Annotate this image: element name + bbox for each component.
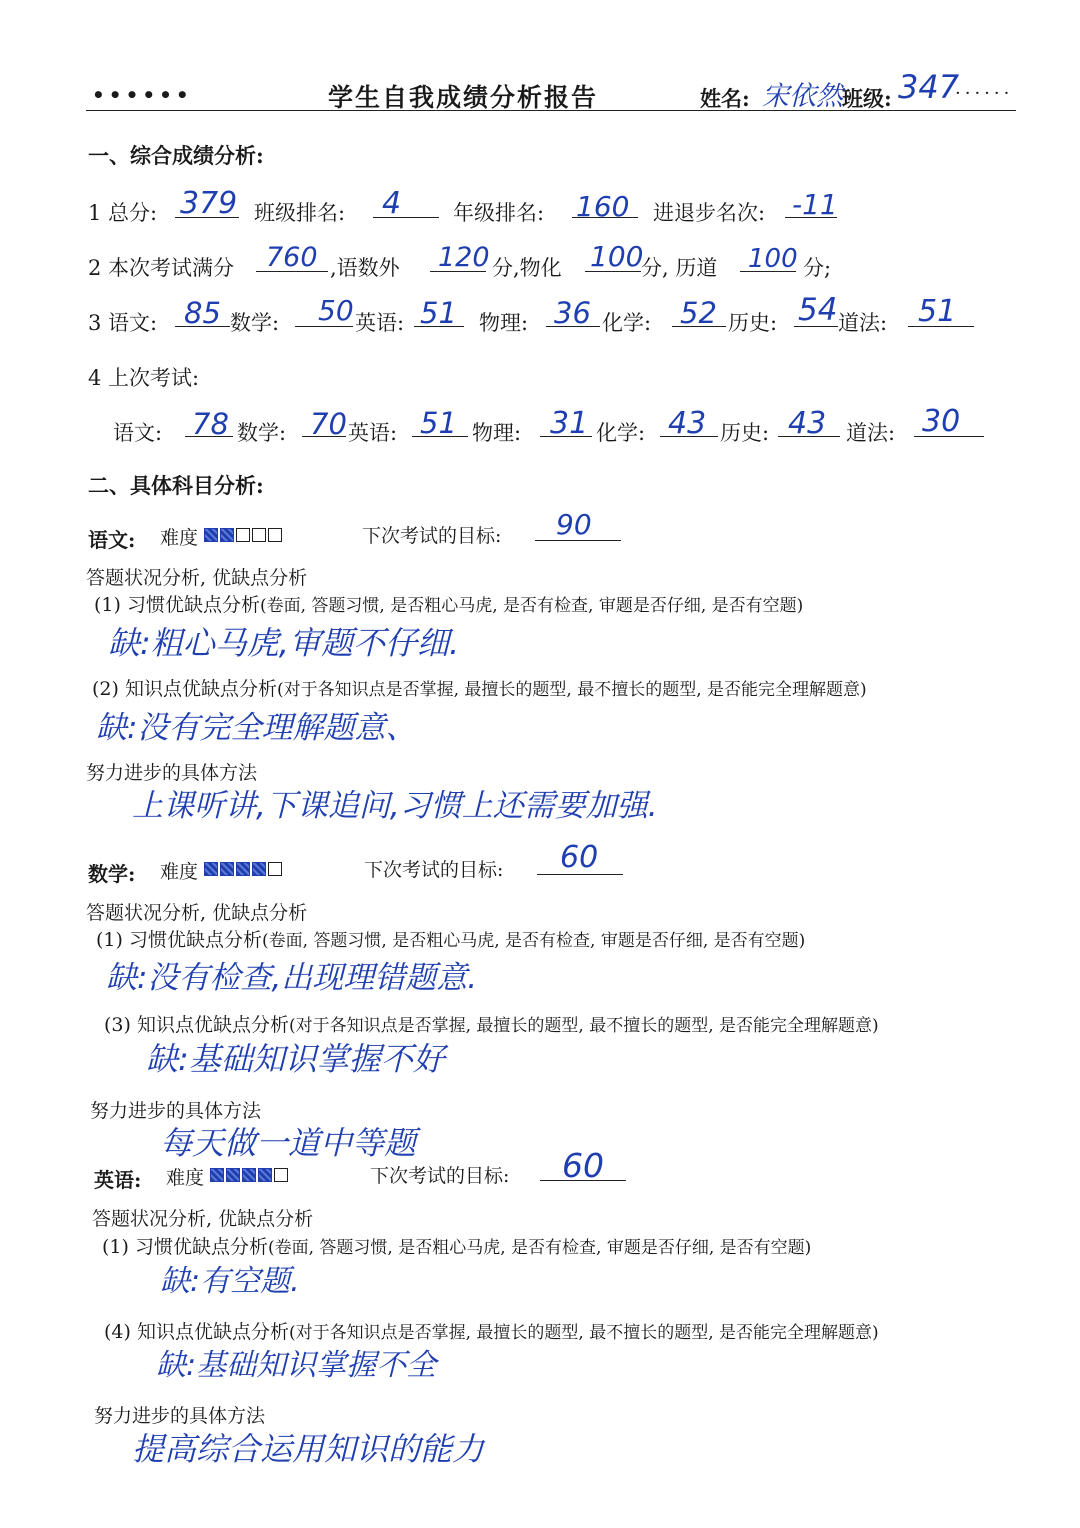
target-label: 下次考试的目标:: [364, 859, 504, 881]
total-value: 379: [180, 186, 238, 221]
class-label: 班级:: [842, 86, 892, 111]
knowledge-label-text: (3) 知识点优缺点分析: [104, 1014, 289, 1036]
difficulty-box-filled: [236, 862, 250, 876]
history-score: 54: [798, 292, 838, 328]
difficulty-label: 难度: [160, 861, 199, 883]
last-chemistry-label: 化学:: [596, 421, 646, 445]
knowledge-label-text: (2) 知识点优缺点分析: [92, 678, 277, 700]
method-label: 努力进步的具体方法: [86, 762, 258, 784]
wh-label: 分,物化: [492, 256, 562, 280]
knowledge-hint: (对于各知识点是否掌握, 最擅长的题型, 最不擅长的题型, 是否能完全理解题意): [276, 680, 867, 700]
target-label: 下次考试的目标:: [362, 525, 502, 547]
history-label: 历史:: [728, 311, 778, 335]
section2-title: 二、具体科目分析:: [88, 473, 264, 498]
habit-label-text: (1) 习惯优缺点分析: [94, 594, 260, 616]
method-answer-chinese: 上课听讲,下课追问,习惯上还需要加强.: [132, 788, 658, 824]
physics-label: 物理:: [479, 311, 529, 335]
habit-answer-chinese: 缺:粗心马虎,审题不仔细.: [108, 624, 460, 662]
grade-rank-label: 年级排名:: [453, 201, 545, 225]
last-english-label: 英语:: [348, 421, 398, 445]
chinese-label: 3 语文:: [88, 311, 158, 335]
difficulty-box-filled: [220, 862, 234, 876]
habit-label: [102, 1232, 811, 1259]
knowledge-label-text: (4) 知识点优缺点分析: [104, 1321, 289, 1343]
chemistry-score: 52: [680, 296, 717, 330]
difficulty-box-empty: [274, 1168, 288, 1182]
class-value: 347: [898, 68, 960, 106]
last-english-score: 51: [420, 406, 457, 440]
last-history-score: 43: [788, 406, 827, 441]
last-morality-label: 道法:: [846, 421, 896, 445]
difficulty-box-empty: [236, 528, 250, 542]
method-label: 努力进步的具体方法: [94, 1405, 266, 1427]
header-dots-left: ••••••: [92, 83, 193, 107]
subject-name-english: 英语:: [94, 1168, 142, 1192]
header-dots-right: ······: [955, 83, 1014, 104]
habit-hint: (卷面, 答题习惯, 是否粗心马虎, 是否有检查, 审题是否仔细, 是否有空题): [259, 596, 804, 616]
last-math-score: 70: [310, 407, 347, 441]
knowledge-label: [104, 1010, 879, 1037]
math-score: 50: [318, 294, 354, 327]
last-morality-score: 30: [922, 404, 961, 439]
ysw-label: ,语数外: [330, 256, 400, 280]
difficulty-box-filled: [258, 1168, 272, 1182]
physics-score: 36: [554, 296, 591, 330]
difficulty-rating-math: [204, 860, 284, 879]
class-rank-label: 班级排名:: [254, 201, 346, 225]
chemistry-label: 化学:: [602, 311, 652, 335]
difficulty-box-empty: [268, 528, 282, 542]
grade-rank-value: 160: [576, 190, 630, 223]
total-label: 1 总分:: [88, 201, 158, 225]
target-label: 下次考试的目标:: [370, 1165, 510, 1187]
full-score-label: 2 本次考试满分: [88, 256, 235, 280]
difficulty-label: 难度: [166, 1167, 205, 1189]
habit-label: [94, 590, 803, 617]
knowledge-answer-chinese: 缺:没有完全理解题意、: [96, 710, 417, 746]
difficulty-box-filled: [242, 1168, 256, 1182]
habit-label: [96, 925, 805, 952]
last-physics-label: 物理:: [472, 421, 522, 445]
section1-title: 一、综合成绩分析:: [88, 143, 264, 168]
habit-label-text: (1) 习惯优缺点分析: [102, 1236, 268, 1258]
header-rule: [86, 110, 1016, 111]
wh-value: 100: [590, 240, 644, 273]
habit-hint: (卷面, 答题习惯, 是否粗心马虎, 是否有检查, 审题是否仔细, 是否有空题): [261, 931, 806, 951]
class-rank-value: 4: [382, 186, 402, 221]
difficulty-box-empty: [268, 862, 282, 876]
target-value-chinese: 90: [556, 508, 592, 541]
last-chemistry-score: 43: [668, 406, 707, 441]
math-label: 数学:: [230, 311, 280, 335]
target-value-math: 60: [560, 840, 599, 875]
analysis-heading: 答题状况分析, 优缺点分析: [92, 1208, 314, 1230]
difficulty-rating-english: [210, 1166, 290, 1185]
analysis-heading: 答题状况分析, 优缺点分析: [86, 567, 308, 589]
ld-label: 分, 历道: [641, 256, 718, 280]
ysw-value: 120: [438, 242, 490, 273]
habit-answer-math: 缺:没有检查,出现理错题意.: [106, 960, 478, 996]
last-math-label: 数学:: [237, 421, 287, 445]
method-label: 努力进步的具体方法: [90, 1100, 262, 1122]
difficulty-rating-chinese: [204, 526, 284, 545]
difficulty-box-empty: [252, 528, 266, 542]
page-title: 学生自我成绩分析报告: [328, 83, 599, 112]
name-label: 姓名:: [700, 86, 750, 111]
method-answer-math: 每天做一道中等题: [160, 1124, 417, 1162]
name-value: 宋依然: [762, 81, 843, 112]
english-score: 51: [420, 296, 457, 330]
knowledge-hint: (对于各知识点是否掌握, 最擅长的题型, 最不擅长的题型, 是否能完全理解题意): [288, 1016, 879, 1036]
ld-end-label: 分;: [803, 256, 832, 280]
habit-hint: (卷面, 答题习惯, 是否粗心马虎, 是否有检查, 审题是否仔细, 是否有空题): [267, 1238, 812, 1258]
difficulty-box-filled: [204, 862, 218, 876]
target-value-english: 60: [562, 1146, 604, 1185]
knowledge-label: [92, 674, 867, 701]
difficulty-box-filled: [210, 1168, 224, 1182]
difficulty-box-filled: [226, 1168, 240, 1182]
last-chinese-score: 78: [192, 407, 229, 441]
subject-name-math: 数学:: [88, 862, 136, 886]
morality-score: 51: [918, 294, 957, 329]
full-score-value: 760: [266, 242, 318, 273]
difficulty-box-filled: [220, 528, 234, 542]
progress-value: -11: [792, 188, 838, 221]
method-answer-english: 提高综合运用知识的能力: [132, 1430, 485, 1468]
knowledge-answer-math: 缺:基础知识掌握不好: [146, 1040, 445, 1078]
last-physics-score: 31: [550, 406, 589, 441]
difficulty-label: 难度: [160, 527, 199, 549]
english-label: 英语:: [355, 311, 405, 335]
habit-answer-english: 缺:有空题.: [160, 1264, 300, 1299]
knowledge-hint: (对于各知识点是否掌握, 最擅长的题型, 最不擅长的题型, 是否能完全理解题意): [288, 1323, 879, 1343]
analysis-heading: 答题状况分析, 优缺点分析: [86, 902, 308, 924]
chinese-score: 85: [184, 296, 221, 330]
last-chinese-label: 语文:: [113, 421, 163, 445]
last-exam-label: 4 上次考试:: [88, 366, 200, 390]
habit-label-text: (1) 习惯优缺点分析: [96, 929, 262, 951]
difficulty-box-filled: [204, 528, 218, 542]
last-history-label: 历史:: [720, 421, 770, 445]
difficulty-box-filled: [252, 862, 266, 876]
ld-value: 100: [748, 244, 798, 274]
knowledge-answer-english: 缺:基础知识掌握不全: [156, 1348, 437, 1383]
progress-label: 进退步名次:: [653, 201, 766, 225]
subject-name-chinese: 语文:: [88, 528, 136, 552]
morality-label: 道法:: [838, 311, 888, 335]
